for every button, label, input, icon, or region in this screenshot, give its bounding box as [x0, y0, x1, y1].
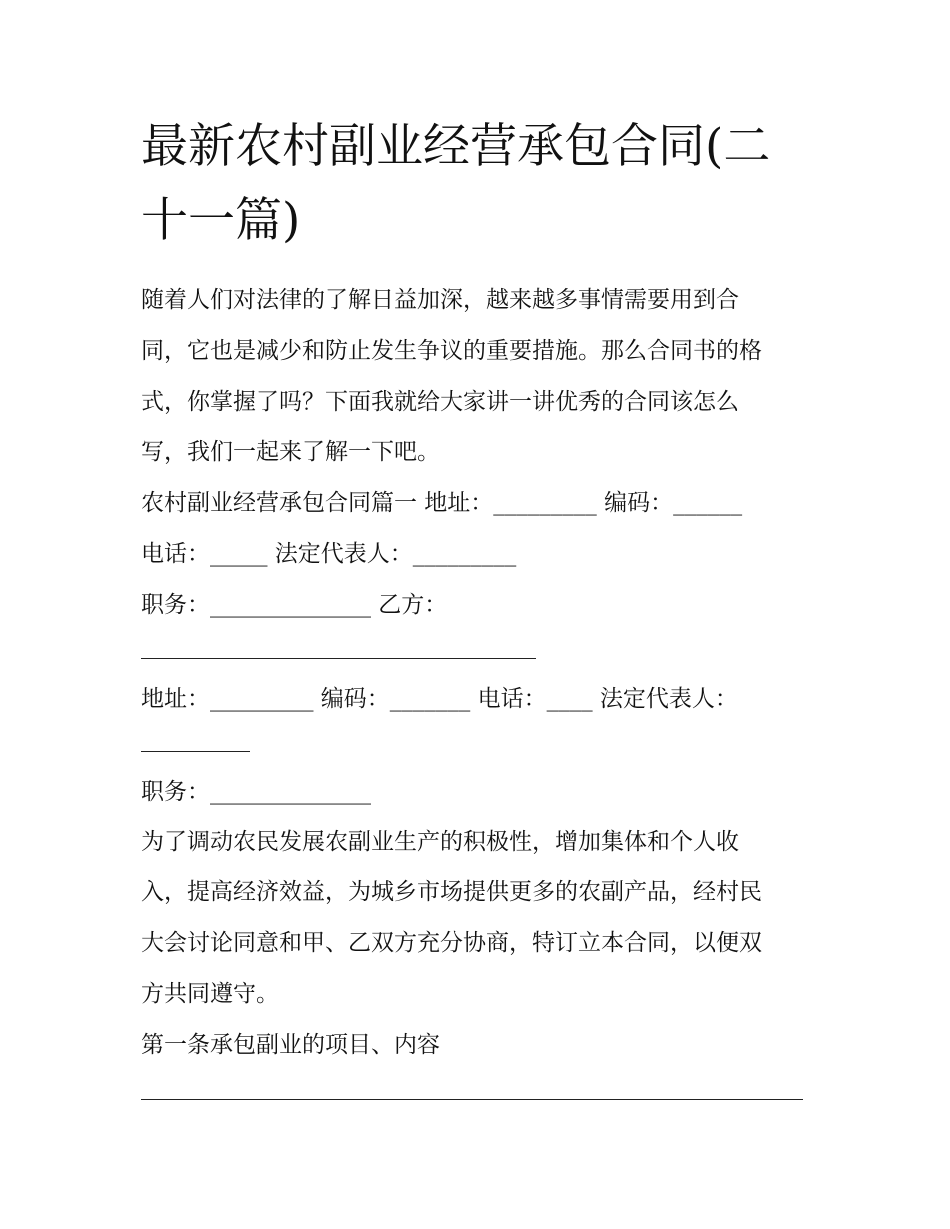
purpose-line-3: 大会讨论同意和甲、乙双方充分协商，特订立本合同，以便双 [141, 930, 762, 956]
purpose-line-1: 为了调动农民发展农副业生产的积极性，增加集体和个人收 [141, 829, 739, 855]
intro-line-2: 同，它也是减少和防止发生争议的重要措施。那么合同书的格 [141, 338, 762, 364]
party-b-name-blank [141, 658, 536, 659]
intro-line-4: 写，我们一起来了解一下吧。 [141, 439, 440, 465]
party-a-phone-line: 电话：_____ 法定代表人：_________ [141, 541, 517, 567]
purpose-line-2: 入，提高经济效益，为城乡市场提供更多的农副产品，经村民 [141, 879, 762, 905]
party-b-address-line: 地址：_________ 编码：_______ 电话：____ 法定代表人： [141, 686, 738, 712]
purpose-line-4: 方共同遵守。 [141, 981, 279, 1007]
article-1-heading: 第一条承包副业的项目、内容 [141, 1032, 440, 1058]
intro-line-3: 式，你掌握了吗？下面我就给大家讲一讲优秀的合同该怎么 [141, 389, 739, 415]
party-a-address-line: 农村副业经营承包合同篇一 地址：_________ 编码：______ [141, 490, 743, 516]
party-b-title-line: 职务：______________ [141, 779, 371, 805]
intro-line-1: 随着人们对法律的了解日益加深，越来越多事情需要用到合 [141, 287, 739, 313]
article-1-content-blank [141, 1099, 803, 1100]
party-b-representative-blank [141, 751, 250, 752]
party-a-title-line: 职务：______________ 乙方： [141, 592, 448, 618]
document-title [141, 110, 821, 258]
title-line-2: 十一篇) [141, 193, 301, 248]
title-line-1: 最新农村副业经营承包合同(二 [141, 119, 771, 174]
